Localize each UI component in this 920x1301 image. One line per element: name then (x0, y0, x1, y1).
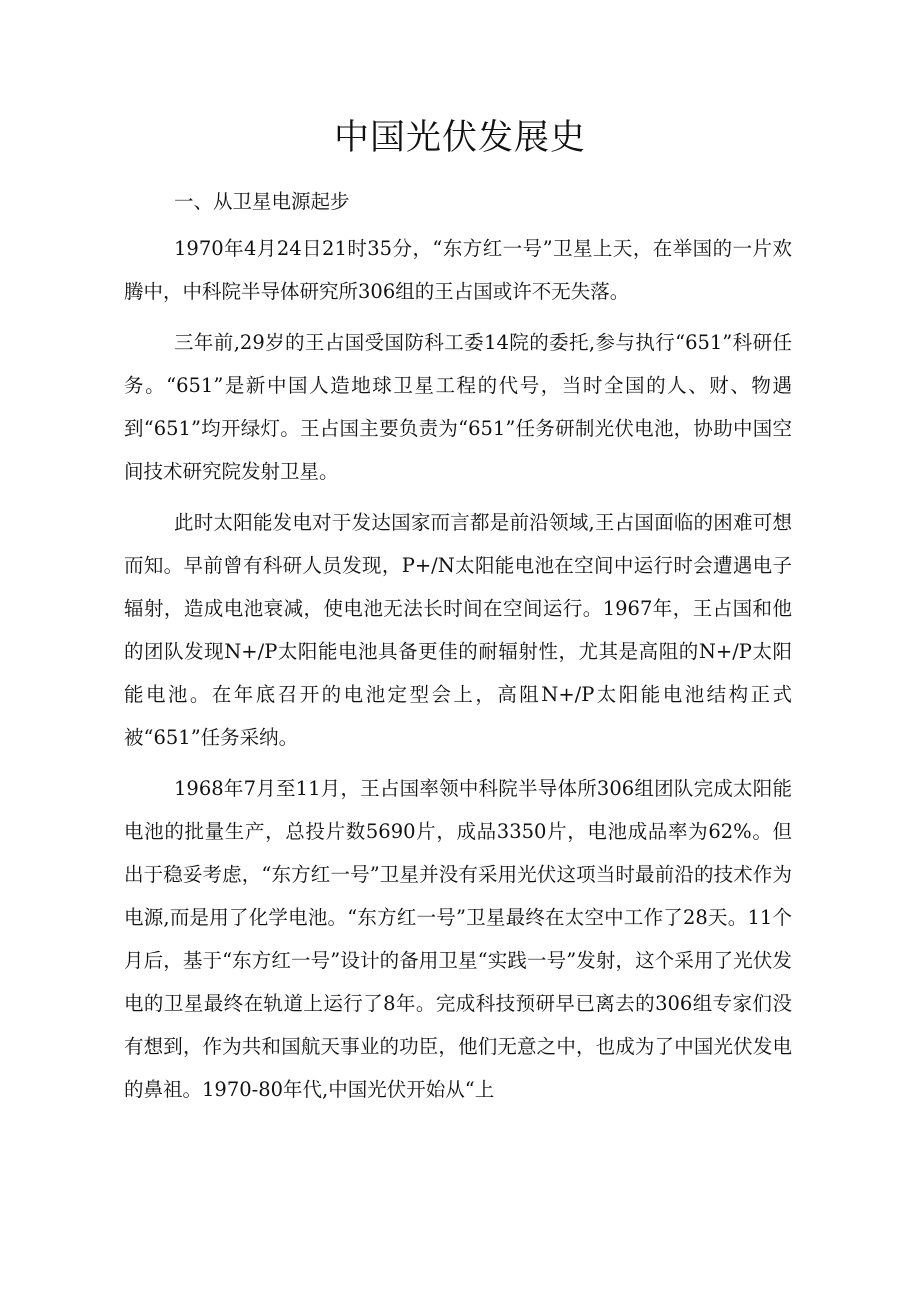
document-body (124, 180, 792, 1119)
paragraph-2: 三年前,29岁的王占国受国防科工委14院的委托,参与执行“651”科研任务。“651”是新中国人造地球卫星工程的代号，当时全国的人、财、物遇到“651”均开绿灯。王占国主要负责为“651”任务研制光伏电池，协助中国空间技术研究院发射卫星。 (124, 331, 792, 483)
paragraph-4: 1968年7月至11月，王占国率领中科院半导体所306组团队完成太阳能电池的批量生产，总投片数5690片，成品3350片，电池成品率为62%。但出于稳妥考虑，“东方红一号”卫星并没有采用光伏这项当时最前沿的技术作为电源,而是用了化学电池。“东方红一号”卫星最终在太空中工作了28天。11个月后，基于“东方红一号”设计的备用卫星“实践一号”发射，这个采用了光伏发电的卫星最终在轨道上运行了8年。完成科技预研早已离去的306组专家们没有想到，作为共和国航天事业的功臣，他们无意之中，也成为了中国光伏发电的鼻祖。1970-80年代,中国光伏开始从“上 (124, 777, 792, 1101)
paragraph-3: 此时太阳能发电对于发达国家而言都是前沿领域,王占国面临的困难可想而知。早前曾有科研人员发现，P+/N太阳能电池在空间中运行时会遭遇电子辐射，造成电池衰减，使电池无法长时间在空间运行。1967年，王占国和他的团队发现N+/P太阳能电池具备更佳的耐辐射性，尤其是高阻的N+/P太阳能电池。在年底召开的电池定型会上，高阻N+/P太阳能电池结构正式被“651”任务采纳。 (124, 511, 792, 749)
section-heading: 一、从卫星电源起步 (174, 190, 350, 213)
document-title: 中国光伏发展史 (333, 118, 586, 158)
paragraph-1: 1970年4月24日21时35分，“东方红一号”卫星上天，在举国的一片欢腾中，中科院半导体研究所306组的王占国或许不无失落。 (124, 237, 792, 303)
